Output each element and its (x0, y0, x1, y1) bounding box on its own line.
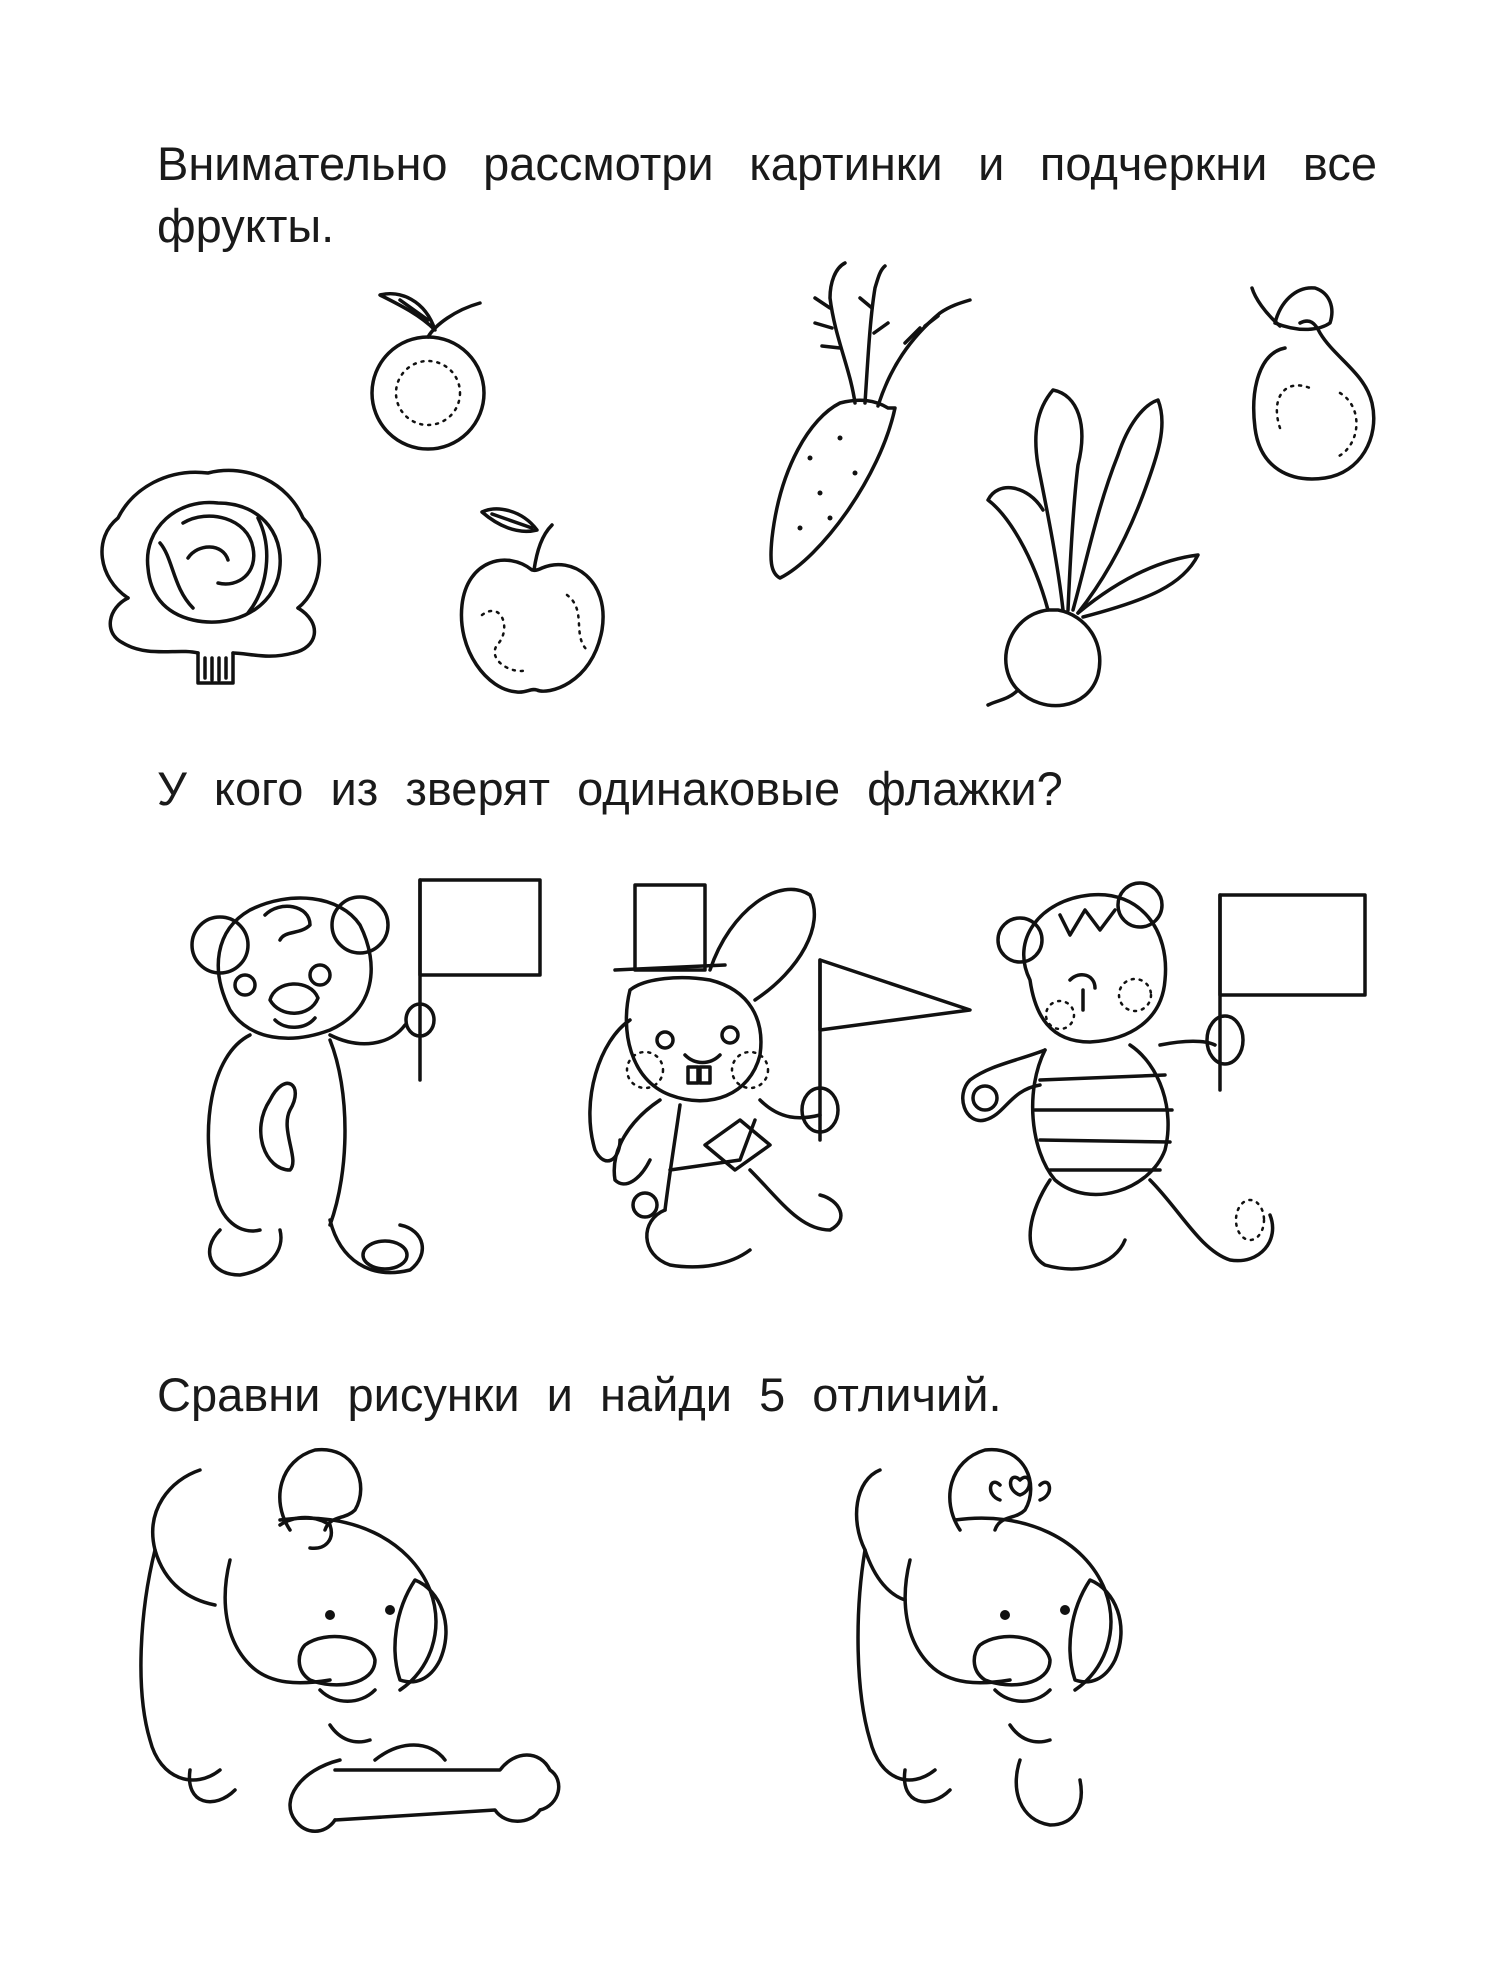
tiger-cub-with-flag-picture[interactable] (950, 870, 1380, 1290)
beet-picture[interactable] (978, 385, 1203, 715)
apple-picture[interactable] (452, 500, 612, 700)
cabbage-picture[interactable] (88, 448, 338, 698)
task-1-instruction: Внимательно рассмотри картинки и подчеркни все фрукты. (157, 137, 1377, 252)
carrot-picture[interactable] (760, 258, 980, 588)
dog-with-bone-picture[interactable] (130, 1440, 600, 1880)
task-3-instruction: Сравни рисунки и найди 5 отличий. (157, 1368, 1002, 1421)
pear-picture[interactable] (1240, 278, 1380, 493)
task-2-instruction: У кого из зверят одинаковые флажки? (157, 762, 1063, 815)
orange-picture[interactable] (360, 285, 500, 460)
bear-with-flag-picture[interactable] (190, 870, 580, 1295)
dog-with-bow-picture[interactable] (860, 1440, 1210, 1860)
bunny-with-flag-picture[interactable] (570, 870, 990, 1290)
